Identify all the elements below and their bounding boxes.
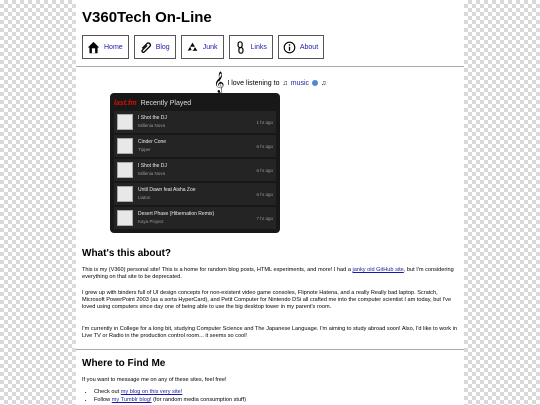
lastfm-logo[interactable]: last.fm (114, 99, 137, 107)
track-row[interactable] (114, 159, 276, 181)
track-name: I Shot the DJ (138, 163, 167, 169)
album-art (117, 114, 133, 130)
find-intro: If you want to message me on any of these sites, feel free! (82, 377, 227, 383)
listening-text: I love listening to (227, 79, 280, 87)
track-time: 7 hr ago (256, 215, 273, 221)
nav-home-button[interactable] (82, 35, 129, 59)
track-row[interactable] (114, 135, 276, 157)
album-art (117, 162, 133, 178)
listening-line (82, 73, 458, 93)
track-info (138, 211, 256, 225)
tumblr-link[interactable]: my Tumblr blog! (111, 397, 152, 403)
track-info (138, 115, 256, 129)
track-artist: Tipper (138, 147, 151, 152)
nav-blog-button[interactable] (134, 35, 176, 59)
list-item (94, 388, 454, 396)
nav-links-label: Links (250, 43, 267, 51)
track-name: Desert Phase (Hibernation Remix) (138, 211, 215, 217)
nav-junk-button[interactable] (181, 35, 224, 59)
nav-junk-label: Junk (202, 43, 218, 51)
chain-link-icon (234, 41, 247, 54)
nav-about-button[interactable] (278, 35, 324, 59)
track-name: Cinder Cone (138, 139, 167, 145)
globe-icon (312, 80, 318, 86)
nav-home-label: Home (104, 43, 123, 51)
house-icon (87, 41, 100, 54)
track-artist: Liaton (138, 195, 151, 200)
lastfm-widget (110, 93, 280, 233)
lastfm-header (114, 97, 276, 109)
nav-links-button[interactable] (229, 35, 273, 59)
track-info (138, 139, 256, 153)
album-art (117, 138, 133, 154)
track-time: 6 hr ago (256, 167, 273, 173)
track-list (114, 111, 276, 229)
track-row[interactable] (114, 111, 276, 133)
track-row[interactable] (114, 183, 276, 205)
info-icon (283, 41, 296, 54)
nav-bar (82, 35, 458, 59)
nav-about-label: About (299, 43, 319, 51)
find-list (82, 388, 454, 404)
about-text: , but I'm considering everything on that site to be deprecated. (82, 267, 454, 280)
track-artist: Kaya Project (138, 219, 164, 224)
track-info (138, 163, 256, 177)
music-note-icon: ♫ (282, 79, 288, 87)
divider (76, 66, 464, 67)
album-art (117, 210, 133, 226)
nav-blog-label: Blog (155, 43, 170, 51)
paperclip-icon (139, 41, 152, 54)
list-item (94, 396, 454, 404)
track-time: 6 hr ago (256, 191, 273, 197)
track-time: 1 hr ago (256, 119, 273, 125)
about-paragraph-2: I grew up with binders full of UI design concepts for non-existent video game consoles, Flipnote Hatena, and a really Really bad laptop. Scratch, Microsoft PowerPoint 2003 (as a sorta HyperCard), and Petit Computer for Nintendo DSi all crafted me into the computer scientist I am today, but I've loved using computers since day one of being able to use the big desktop tower in my parent's room. (82, 290, 452, 310)
about-heading: What's this about? (82, 248, 172, 259)
about-text: This is my (V360) personal site! This is a home for random blog posts, HTML experiments, and more! I had a (82, 267, 353, 273)
divider (76, 349, 464, 350)
about-paragraph-1 (82, 267, 458, 281)
about-paragraph-3: I'm currently in College for a long bit, studying Computer Science and The Japanese Language. I'm aiming to study abroad soon! Also, I'd like to work in Live TV or Radio in the production control room... it seems so cool! (82, 326, 457, 339)
track-name: I Shot the DJ (138, 115, 167, 121)
track-artist: Millenia Nova (138, 123, 166, 128)
music-link[interactable]: music (290, 79, 310, 87)
music-note-icon: ♫ (321, 79, 327, 87)
track-row[interactable] (114, 207, 276, 229)
album-art (117, 186, 133, 202)
github-site-link[interactable]: janky old GitHub site (352, 267, 404, 273)
site-title: V360Tech On-Line (82, 9, 212, 26)
item-text: Follow (94, 397, 112, 403)
lastfm-title: Recently Played (140, 99, 192, 107)
treble-clef-icon: 𝄞 (213, 72, 225, 93)
find-heading: Where to Find Me (82, 358, 166, 369)
item-text: Check out (94, 389, 121, 395)
track-name: Until Dawn feat Aisha Zoe (138, 187, 196, 193)
track-info (138, 187, 256, 201)
track-artist: Millenia Nova (138, 171, 166, 176)
track-time: 6 hr ago (256, 143, 273, 149)
recycle-icon (186, 41, 199, 54)
item-text: (for random media consumption stuff) (151, 397, 246, 403)
blog-link[interactable]: my blog on this very site! (120, 389, 183, 395)
